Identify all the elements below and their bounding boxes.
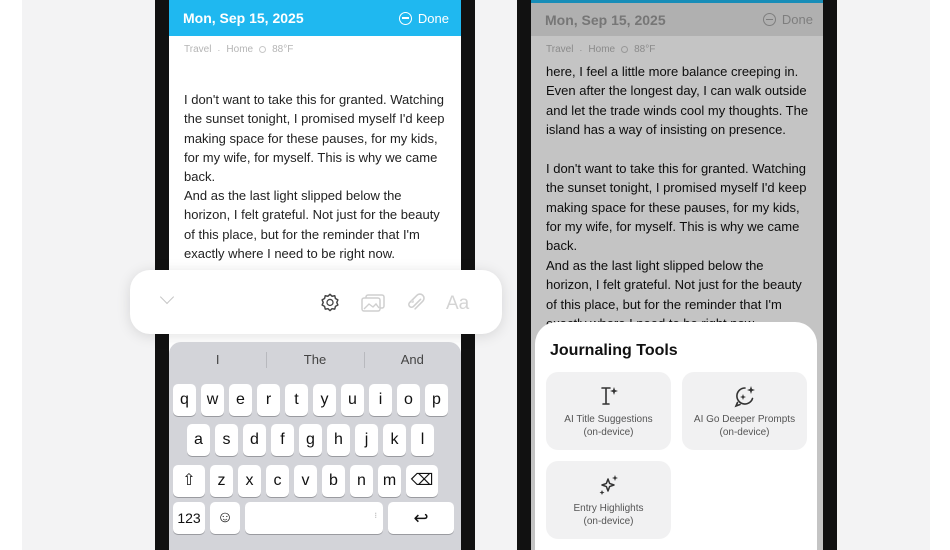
meta-category[interactable]: Travel [546,44,574,55]
sparkles-icon [597,473,621,497]
key[interactable]: m [378,465,401,497]
key[interactable]: r [257,384,280,416]
ai-prompt-icon [733,384,757,408]
ai-go-deeper-prompts-button[interactable] [682,372,807,450]
key[interactable]: z [210,465,233,497]
keyboard-row-4 [173,502,454,534]
key[interactable]: j [355,424,378,456]
text-format-icon[interactable]: Aa [446,293,470,314]
tool-name: Entry Highlights [573,503,644,514]
meta-category[interactable]: Travel [184,44,212,55]
key[interactable]: q [173,384,196,416]
key[interactable]: w [201,384,224,416]
done-label: Done [417,10,449,26]
done-label: Done [781,12,813,27]
entry-paragraph[interactable]: here, I feel a little more balance creeping in. Even after the longest day, I can walk outside and let the trade winds cool my thoughts. The island has a way of insisting on presence. [546,64,809,137]
keyboard-suggestions [169,342,461,378]
entry-date[interactable]: Mon, Sep 15, 2025 [545,11,666,28]
suggestion-item[interactable]: I [215,352,220,367]
key[interactable]: x [238,465,261,497]
key[interactable]: u [341,384,364,416]
backspace-key[interactable]: ⌫ [406,465,438,497]
collapse-icon [399,12,412,25]
entry-paragraph[interactable]: And as the last light slipped below the horizon, I felt grateful. Not just for the beauty of this place, but for the reminder that I'm exactly where I need to be right now. [184,188,440,261]
key[interactable]: b [322,465,345,497]
weather-icon [259,46,266,53]
key[interactable]: c [266,465,289,497]
keyboard-row-1 [173,384,448,416]
chevron-down-icon[interactable] [160,290,174,304]
suggestion-item[interactable]: And [364,342,461,378]
tool-name: AI Title Suggestions [564,414,653,425]
key[interactable]: y [313,384,336,416]
shift-key[interactable]: ⇧ [173,465,205,497]
meta-temperature: 88°F [272,44,294,55]
keyboard [169,342,461,550]
tool-name: AI Go Deeper Prompts [693,414,796,425]
tool-label [682,413,807,439]
photo-icon[interactable] [361,294,385,312]
key[interactable]: l [411,424,434,456]
meta-location[interactable]: Home [588,44,616,55]
ai-title-icon [597,384,621,408]
key[interactable]: g [299,424,322,456]
toolbar-dot [411,300,414,303]
tool-note: (on-device) [583,516,634,527]
space-hint-icon: ⁝ [374,511,377,520]
tool-note: (on-device) [719,427,770,438]
key[interactable]: f [271,424,294,456]
key[interactable]: t [285,384,308,416]
ai-tools-icon[interactable] [319,292,341,314]
key[interactable]: n [350,465,373,497]
meta-separator: · [217,44,221,55]
key[interactable]: h [327,424,350,456]
entry-highlights-button[interactable] [546,461,671,539]
entry-paragraph[interactable]: I don't want to take this for granted. Watching the sunset tonight, I promised myself I'd keep making space for these pauses, for my kids, for my wife, for myself. This is why we came back. [546,161,807,254]
numbers-key[interactable]: 123 [173,502,205,534]
key[interactable]: i [369,384,392,416]
key[interactable]: o [397,384,420,416]
tool-label [546,413,671,439]
key[interactable]: d [243,424,266,456]
key[interactable]: s [215,424,238,456]
done-button[interactable] [399,11,449,26]
entry-paragraph[interactable]: And as the last light slipped below the horizon, I felt grateful. Not just for the beauty of this place, but for the reminder that I'm [546,258,802,312]
keyboard-row-2 [187,424,434,456]
emoji-key[interactable]: ☺ [210,502,240,534]
suggestion-item[interactable]: The [266,342,363,378]
sheet-title: Journaling Tools [550,342,678,359]
key[interactable]: p [425,384,448,416]
entry-date[interactable]: Mon, Sep 15, 2025 [183,10,304,26]
return-key[interactable]: ↩ [388,502,454,534]
entry-paragraph[interactable]: I don't want to take this for granted. Watching the sunset tonight, I promised myself I'd keep making space for these pauses, for my kids, for my wife, for myself. This is why we came back. [184,92,445,185]
entry-header [169,0,461,36]
editor-toolbar [130,270,502,334]
paperclip-icon[interactable] [405,292,427,314]
key[interactable]: v [294,465,317,497]
meta-location[interactable]: Home [226,44,254,55]
key[interactable]: a [187,424,210,456]
keyboard-row-3 [173,465,438,497]
tool-note: (on-device) [583,427,634,438]
meta-separator: · [579,44,583,55]
ai-title-suggestions-button[interactable] [546,372,671,450]
key[interactable]: e [229,384,252,416]
meta-temperature: 88°F [634,44,656,55]
entry-meta [184,44,293,55]
journaling-tools-sheet [535,322,817,550]
key[interactable]: k [383,424,406,456]
tool-label [546,502,671,528]
space-key[interactable] [245,502,383,534]
